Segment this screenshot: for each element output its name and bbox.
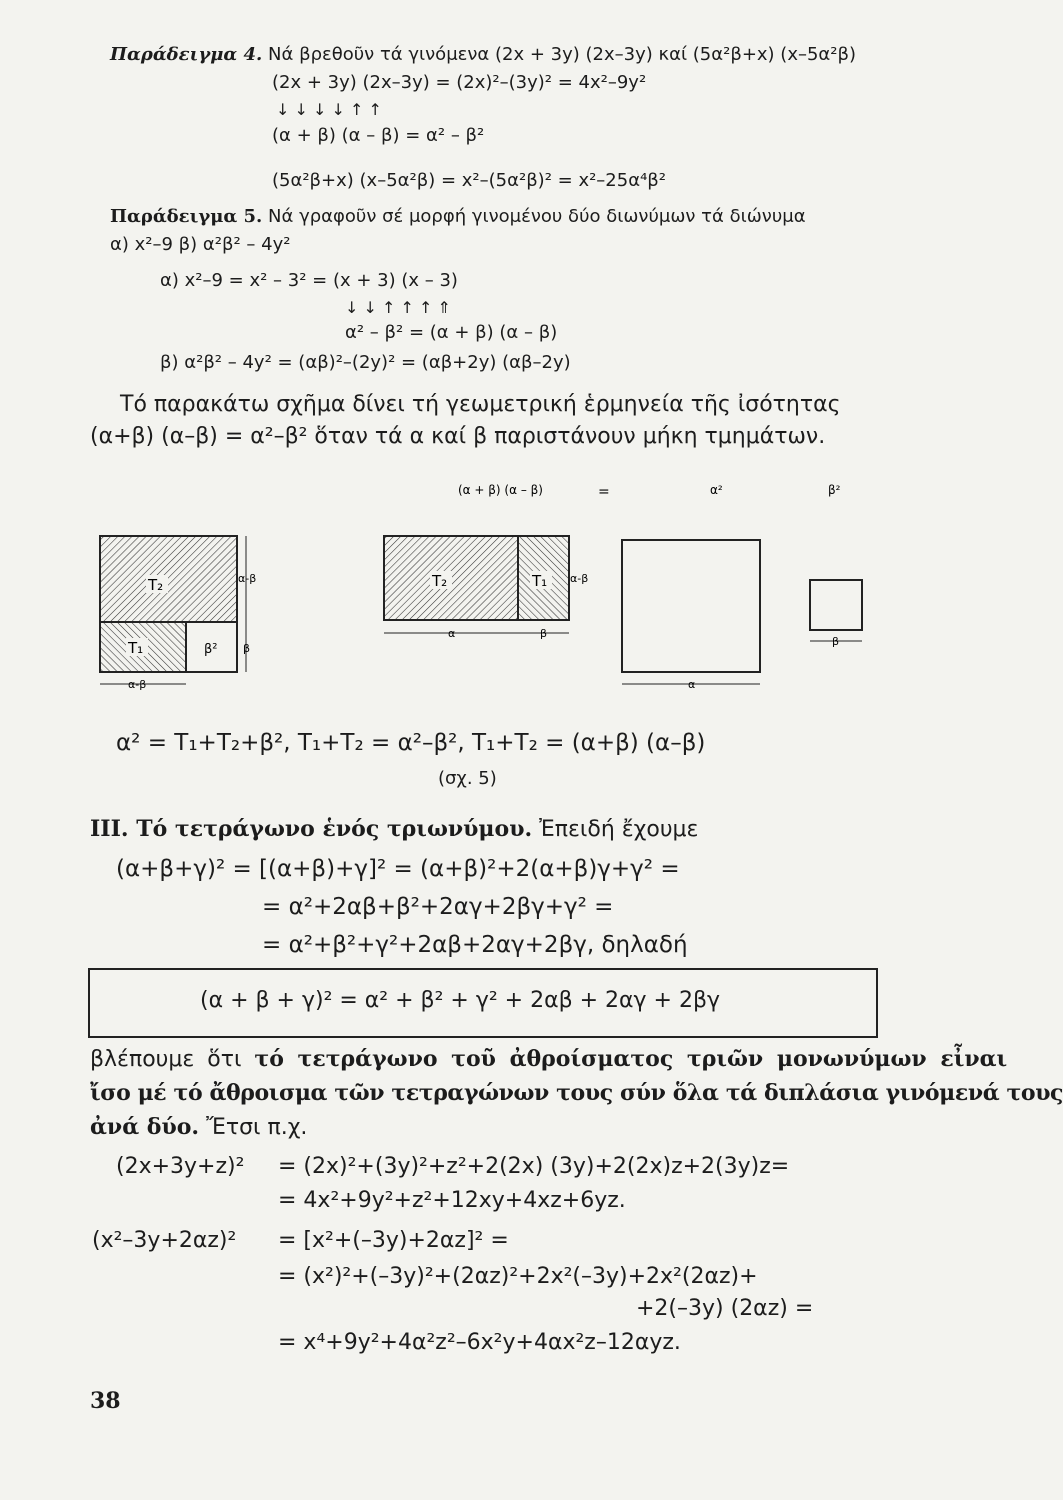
example-4-eq2: (α + β) (α – β) = α² – β² — [272, 125, 485, 146]
example-2-rhs-3: +2(–3y) (2αz) = — [636, 1296, 814, 1321]
rule-example: Ἔτσι π.χ. — [206, 1115, 308, 1140]
label-b-square: β — [832, 635, 840, 648]
label-amb-horizontal: α-β — [128, 678, 147, 691]
label-t2-rect: T₂ — [432, 572, 448, 590]
example-4-arrows: ↓ ↓ ↓ ↓ ↑ ↑ — [276, 100, 382, 119]
boxed-formula: (α + β + γ)² = α² + β² + γ² + 2αβ + 2αγ + 2βγ — [200, 988, 721, 1013]
label-b-rect: β — [540, 627, 548, 640]
geometry-intro-2: (α+β) (α–β) = α²–β² ὅταν τά α καί β παριστάνουν μήκη τμημάτων. — [90, 424, 826, 449]
example-5-a-eq2: α² – β² = (α + β) (α – β) — [345, 322, 558, 343]
example-4-eq3: (5α²β+x) (x–5α²β) = x²–(5α²β)² = x²–25α⁴β² — [272, 170, 666, 191]
figure-square-a — [622, 540, 760, 691]
square-a2 — [622, 540, 760, 672]
square-b2 — [810, 580, 862, 630]
header-b2: β² — [828, 483, 841, 497]
rule-line-2: ἴσο μέ τό ἄθροισμα τῶν τετραγώνων τους σύν ὅλα τά διπλάσια γινόμενά τους — [90, 1080, 1063, 1106]
example-5-a-eq1: α) x²–9 = x² – 3² = (x + 3) (x – 3) — [160, 270, 458, 291]
example-2-rhs-2: = (x²)²+(–3y)²+(2αz)²+2x²(–3y)+2x²(2αz)+ — [278, 1264, 758, 1289]
trinomial-eq-3: = α²+β²+γ²+2αβ+2αγ+2βγ, δηλαδή — [262, 932, 688, 958]
figure-formula: α² = T₁+T₂+β², T₁+T₂ = α²–β², T₁+T₂ = (α+β) (α–β) — [116, 730, 706, 756]
example-2-rhs-1: = [x²+(–3y)+2αz]² = — [278, 1228, 509, 1253]
section-3-heading: III. Τό τετράγωνο ἑνός τριωνύμου. — [90, 816, 533, 842]
example-5-cases: α) x²–9 β) α²β² – 4y² — [110, 234, 291, 255]
example-5-arrows: ↓ ↓ ↑ ↑ ↑ ⇑ — [345, 298, 451, 317]
example-2-lhs: (x²–3y+2αz)² — [92, 1228, 237, 1253]
label-a-rect: α — [448, 627, 456, 640]
example-1-lhs: (2x+3y+z)² — [116, 1154, 245, 1179]
example-4-statement: Νά βρεθοῦν τά γινόμενα (2x + 3y) (2x–3y) καί (5α²β+x) (x–5α²β) — [268, 44, 857, 65]
trinomial-eq-2: = α²+2αβ+β²+2αγ+2βγ+γ² = — [262, 894, 614, 920]
example-4-eq1: (2x + 3y) (2x–3y) = (2x)²–(3y)² = 4x²–9y² — [272, 72, 647, 93]
label-t1-rect: T₁ — [532, 572, 548, 590]
rule-line-3 — [90, 1114, 307, 1140]
region-t2 — [100, 536, 237, 622]
example-2-rhs-4: = x⁴+9y²+4α²z²–6x²y+4αx²z–12αyz. — [278, 1330, 681, 1355]
example-5-line — [110, 206, 806, 227]
figure-square-decomposition — [100, 536, 256, 691]
label-b-vertical: β — [243, 642, 251, 655]
example-1-rhs-1: = (2x)²+(3y)²+z²+2(2x) (3y)+2(2x)z+2(3y)z= — [278, 1154, 790, 1179]
label-t1: T₁ — [128, 639, 144, 657]
label-amb-rect: α-β — [570, 572, 589, 585]
section-3-heading-rest: Ἐπειδή ἔχουμε — [539, 817, 699, 842]
example-5-title: Παράδειγμα 5. — [110, 206, 263, 227]
rule-text-1: τό τετράγωνο τοῦ ἀθροίσματος τριῶν μονωνύμων εἶναι — [254, 1046, 1008, 1072]
example-4-line — [110, 44, 856, 65]
geometry-intro-1: Τό παρακάτω σχῆμα δίνει τή γεωμετρική ἑρμηνεία τῆς ἰσότητας — [120, 392, 841, 417]
page-number: 38 — [90, 1388, 121, 1414]
example-5-statement: Νά γραφοῦν σέ μορφή γινομένου δύο διωνύμων τά διώνυμα — [268, 206, 806, 227]
figure-square-b — [810, 580, 862, 648]
label-a-square: α — [688, 678, 696, 691]
trinomial-eq-1: (α+β+γ)² = [(α+β)+γ]² = (α+β)²+2(α+β)γ+γ² = — [116, 856, 680, 882]
rule-line-1 — [90, 1046, 1007, 1072]
label-b2-square: β² — [204, 642, 218, 657]
label-t2: T₂ — [148, 576, 164, 594]
example-1-rhs-2: = 4x²+9y²+z²+12xy+4xz+6yz. — [278, 1188, 626, 1213]
header-product: (α + β) (α – β) — [458, 483, 543, 497]
header-equals: = — [598, 484, 610, 500]
label-amb-vertical: α-β — [238, 572, 257, 585]
header-a2: α² — [710, 483, 723, 497]
rule-text-3: ἀνά δύο. — [90, 1114, 200, 1140]
figure-5 — [0, 470, 912, 730]
figure-rectangle — [384, 536, 588, 640]
section-3-heading-line — [90, 816, 698, 842]
figure-caption: (σχ. 5) — [438, 768, 497, 789]
example-5-b-eq: β) α²β² – 4y² = (αβ)²–(2y)² = (αβ+2y) (αβ–2y) — [160, 352, 571, 373]
rule-intro: βλέπουμε ὅτι — [90, 1047, 242, 1072]
example-4-title: Παράδειγμα 4. — [110, 44, 263, 65]
